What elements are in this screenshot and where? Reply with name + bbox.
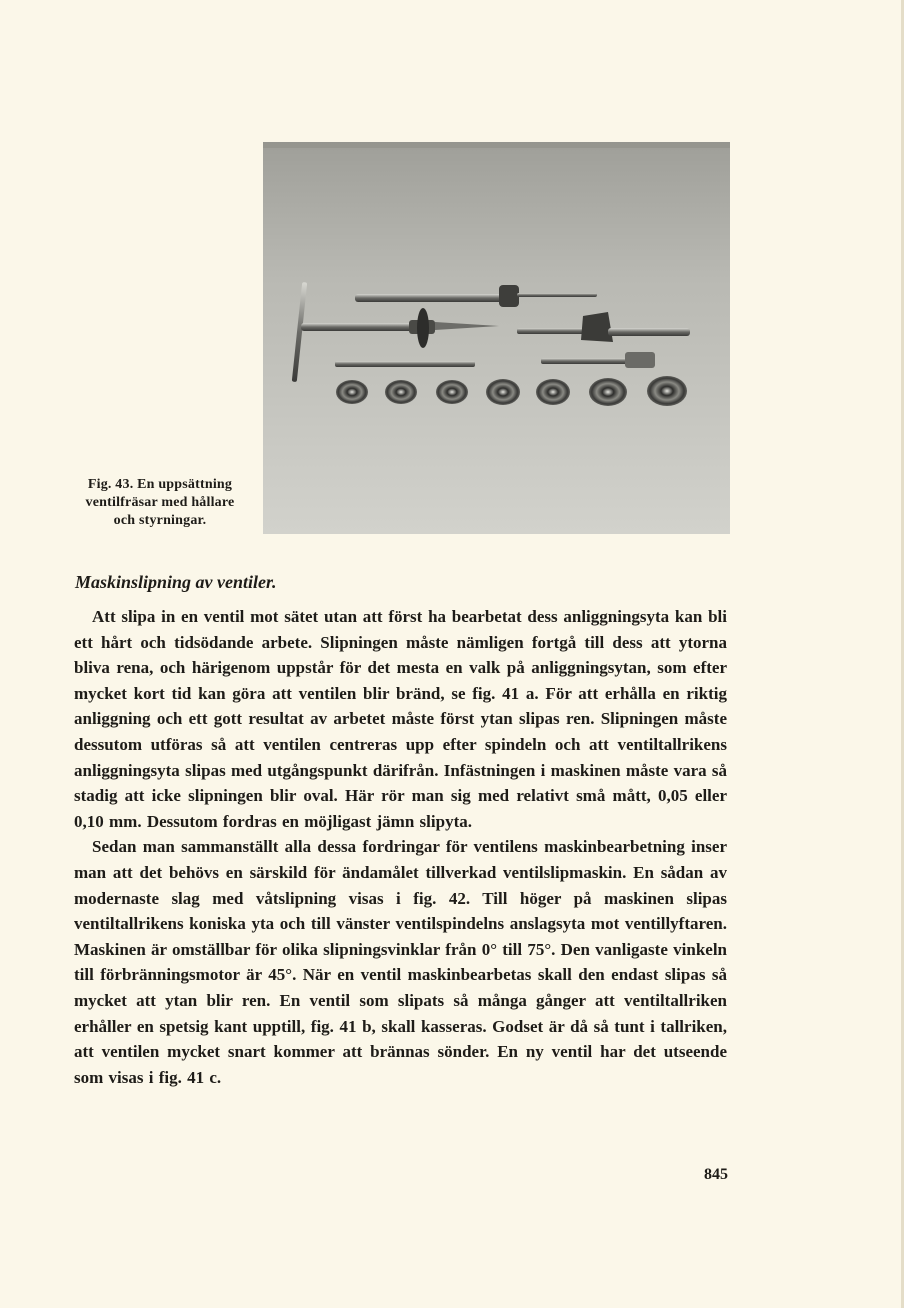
- section-heading: Maskinslipning av ventiler.: [75, 572, 277, 592]
- caption-line-3: och styrningar.: [113, 513, 207, 528]
- pilot-rod-bottom-left: [335, 361, 475, 367]
- paragraph-1: Att slipa in en ventil mot sätet utan att först ha bearbetat dess anliggningsyta kan bli ett hårt och tidsödande arbete. Slipningen måste nämligen fortgå till dess att ytorna bliva rena, och härigenom uppstår för det mesta en valk på anliggningsytan, som efter mycket kort tid kan göra att ventilen blir bränd, se fig. 41 a. För att erhålla en riktig anliggning och ett gott resultat av arbetet måste först ytan slipas ren. Slipningen måste dessutom utföras så att ventilen centreras upp efter spindeln och att ventiltallrikens anliggningsyta slipas med utgångspunkt därifrån. Infästningen i maskinen måste vara så stadig att icke slipningen blir oval. Här rör man sig med relativt små mått, 0,05 eller 0,10 mm. Dessutom fordras en möjligast jämn slipyta.: [74, 607, 727, 831]
- page-number: 845: [704, 1166, 728, 1183]
- paragraph-2: Sedan man sammanställt alla dessa fordringar för ventilens maskinbearbetning inser man att det behövs en särskild för ändamålet tillverkad ventilslipmaskin. En sådan av modernaste slag med våtslipning visas i fig. 42. Till höger på maskinen slipas ventiltallrikens koniska yta och till vänster ventilspindelns anslagsyta mot ventillyftaren. Maskinen är omställbar för olika slipningsvinklar från 0° till 75°. Den vanligaste vinkeln till förbränningsmotor är 45°. När en ventil maskinbearbetas skall den endast slipas så mycket att ytan blir ren. En ventil som slipats så många gånger att ventiltallriken erhåller en spetsig kant upptill, fig. 41 b, skall kasseras. Godset är då så tunt i tallriken, att ventilen mycket snart kommer att brännas sönder. En ny ventil har det utseende som visas i fig. 41 c.: [74, 837, 727, 1087]
- body-text: [74, 604, 727, 1090]
- figure-caption: [62, 476, 258, 530]
- caption-line-2: ventilfräsar med hållare: [85, 495, 235, 510]
- caption-line-1: Fig. 43. En uppsättning: [87, 477, 233, 492]
- figure-photo: [263, 142, 730, 534]
